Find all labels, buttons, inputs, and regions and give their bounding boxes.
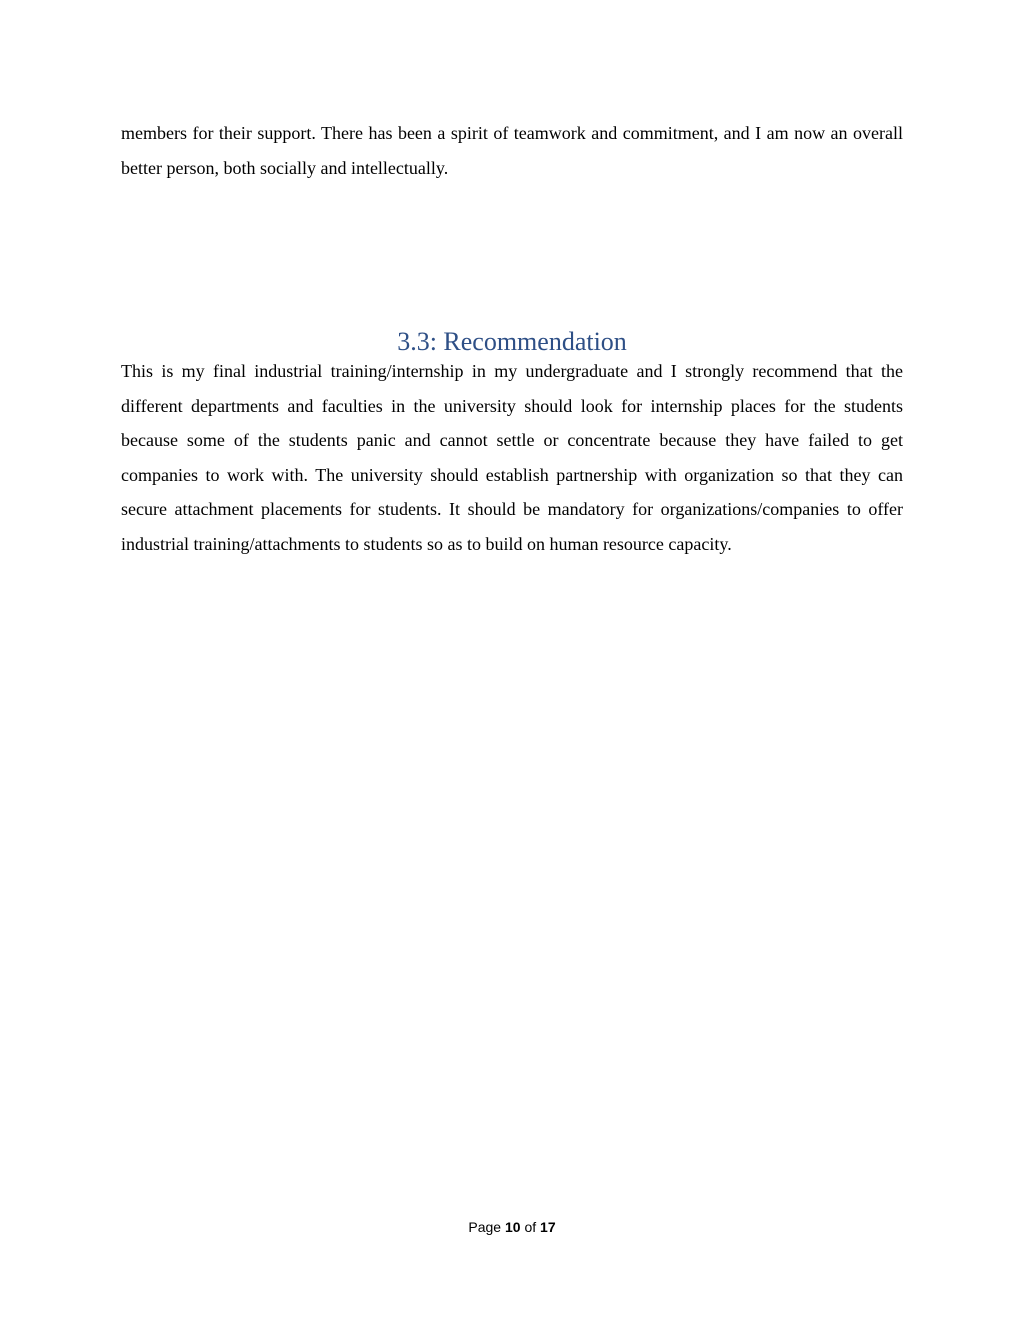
section-heading: 3.3: Recommendation [397,327,627,356]
page-footer [0,1216,1024,1238]
footer-page-word: Page [468,1219,502,1235]
recommendation-paragraph: This is my final industrial training/internship in my undergraduate and I strongly recommend that the different departments and faculties in the university should look for internship places for the students because some of the students panic and cannot settle or concentrate because they have failed to get companies to work with. The university should establish partnership with organization so that they can secure attachment placements for students. It should be mandatory for organizations/companies to offer industrial training/attachments to students so as to build on human resource capacity. [121,361,903,554]
footer-current-page: 10 [504,1219,521,1235]
footer-total-pages: 17 [540,1219,556,1235]
intro-paragraph: members for their support. There has been a spirit of teamwork and commitment, and I am now an overall better person, both socially and intellectually. [121,123,903,178]
footer-of-word: of [524,1219,537,1235]
